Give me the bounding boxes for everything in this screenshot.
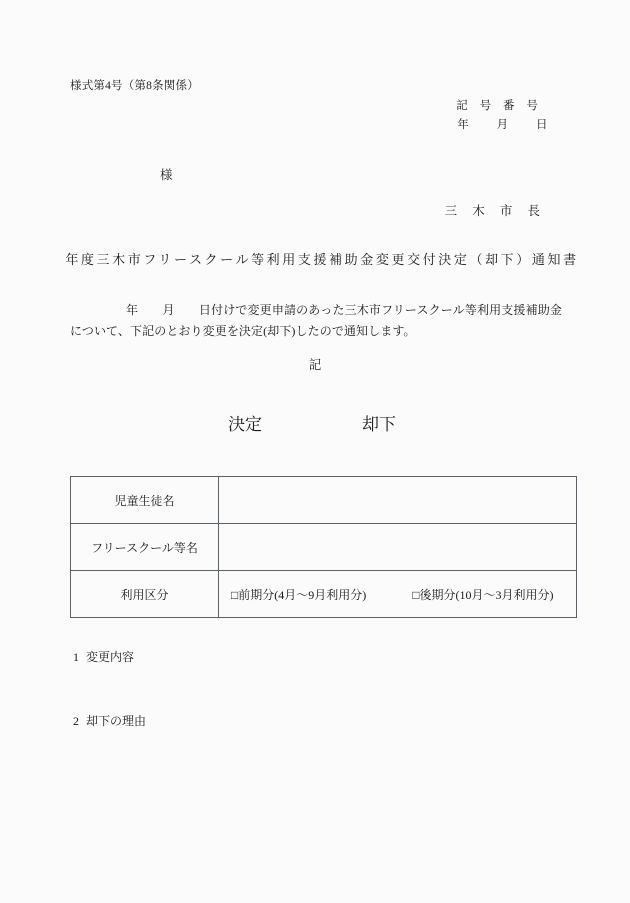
section-rejection-reason xyxy=(73,712,146,729)
section-2-number: 2 xyxy=(73,714,79,728)
section-1-number: 1 xyxy=(73,650,79,664)
row-value-school-name[interactable] xyxy=(219,524,577,571)
document-meta-block xyxy=(456,97,552,135)
section-1-label: 変更内容 xyxy=(86,650,135,664)
applicant-info-table xyxy=(70,476,577,618)
checkbox-first-term-label: 前期分(4月〜9月利用分) xyxy=(238,587,367,602)
page-title: 年度三木市フリースクール等利用支援補助金変更交付決定（却下）通知書 xyxy=(65,252,579,267)
ki-mark: 記 xyxy=(308,358,322,372)
table-row xyxy=(71,477,577,524)
addressee-line xyxy=(120,165,173,183)
decision-approved-label: 決定 xyxy=(228,415,262,434)
table-row xyxy=(71,524,577,571)
body-paragraph: 年 月 日付けで変更申請のあった三木市フリースクール等利用支援補助金について、下記のとおり変更を決定(却下)したので通知します。 xyxy=(70,303,562,338)
row-label-student-name: 児童生徒名 xyxy=(71,477,219,524)
checkbox-second-term-label: 後期分(10月〜3月利用分) xyxy=(419,587,554,602)
row-value-usage-category xyxy=(219,571,577,618)
decision-rejected-label: 却下 xyxy=(362,415,396,434)
form-code-label: 様式第4号（第8条関係） xyxy=(70,80,199,92)
issuer-name: 三 木 市 長 xyxy=(444,204,546,218)
section-2-label: 却下の理由 xyxy=(86,714,147,728)
row-label-school-name: フリースクール等名 xyxy=(71,524,219,571)
symbol-number-label: 記 号 番 号 xyxy=(456,100,543,112)
section-change-details xyxy=(73,648,134,665)
issue-date-label: 年 月 日 xyxy=(457,119,552,131)
decision-row xyxy=(228,410,396,435)
checkbox-first-term-icon[interactable]: □ xyxy=(231,587,239,602)
addressee-honorific: 様 xyxy=(160,168,173,182)
checkbox-second-term-icon[interactable]: □ xyxy=(412,587,420,602)
usage-options xyxy=(231,588,554,602)
row-value-student-name[interactable] xyxy=(219,477,577,524)
table-row xyxy=(71,571,577,618)
row-label-usage-category: 利用区分 xyxy=(71,571,219,618)
